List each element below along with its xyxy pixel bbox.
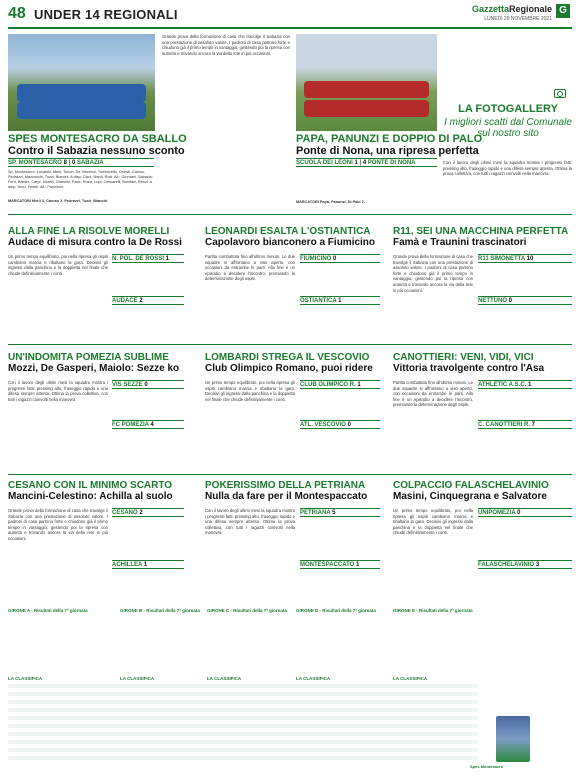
player-caption: Spes Montesacro — [470, 764, 504, 769]
standings-title-b: LA CLASSIFICA — [120, 676, 155, 681]
article-3-kicker: ALLA FINE LA RISOLVE MORELLI — [8, 226, 170, 237]
article-11-text: Un primo tempo equilibrato, poi nella ripresa gli ospiti cambiano marcia e ribaltano la gara. Decisivi gli ingressi dalla panchina e la doppietta nel finale che chiude definitivamente i conti. — [393, 508, 473, 536]
article-11-title: Masini, Cinquegrana e Salvatore — [393, 491, 547, 502]
article-11-score-home: UNIPOMEZIA 0 — [478, 508, 572, 517]
article-1-kicker: SPES MONTESACRO DA SBALLO — [8, 134, 187, 145]
article-1-lineups: Sp. Montesacro: Lucarelli, Merli, Tonon, De Vincenzi, Tumbarello, Onesti, Caruso, Pedrazzi, Mazzocchi, Tuzzi, Bianchi. A disp: Ciani, Nardi, Rosi. All.: Giordani. Sabazia: Ferri, Baldini, Carpi, Morelli, Giannini, Pace, Rossi, Lupi, Ceccarelli, Bonifazi, Renzi. A disp: Tocci, Fedeli. All.: Panzironi. — [8, 170, 153, 189]
section-title: UNDER 14 REGIONALI — [34, 7, 178, 22]
divider — [8, 344, 572, 345]
team-photo-3 — [296, 34, 437, 131]
standings-title-a: LA CLASSIFICA — [8, 676, 43, 681]
brand-g-icon: G — [556, 4, 570, 18]
article-3-score-home: N. POL. DE ROSSI 1 — [112, 254, 184, 263]
article-6-text: Con il lavoro degli ultimi mesi la squadra mostra i progressi fatti: pressing alto, fraseggio rapido e una difesa sempre attenta. Ottima la prova collettiva, con tutti i ragazzi coinvolti nella manovra. — [8, 380, 108, 402]
group-e-title: GIRONE E - Risultati della 7ª giornata — [393, 608, 473, 613]
article-9-score-home: CESANO 2 — [112, 508, 184, 517]
group-a-title: GIRONE A - Risultati della 7ª giornata — [8, 608, 88, 613]
article-2-kicker: PAPA, PANUNZI E DOPPIO DI PALO — [296, 134, 483, 145]
page-header — [0, 0, 580, 30]
divider — [8, 474, 572, 475]
article-10-title: Nulla da fare per il Montespaccato — [205, 491, 368, 502]
team-photo-1 — [8, 34, 155, 131]
article-9-text: Grande prova della formazione di casa che travolge il Sabazia con una prestazione di assoluto valore. I padroni di casa partono forte e chiudono già il primo tempo in vantaggio, gestendo poi la ripresa con autorità e trovando ancora la via della rete in più occasioni. — [8, 508, 108, 541]
article-4-kicker: LEONARDI ESALTA L'OSTIANTICA — [205, 226, 371, 237]
fotogallery-title: LA FOTOGALLERY — [458, 103, 558, 115]
article-10-text: Con il lavoro degli ultimi mesi la squadra mostra i progressi fatti: pressing alto, fraseggio rapido e una difesa sempre attenta. Ottima la prova collettiva, con tutti i ragazzi coinvolti nella manovra. — [205, 508, 295, 536]
article-10-score-away: MONTESPACCATO 1 — [300, 560, 380, 569]
article-8-title: Vittoria travolgente contro l'Asa — [393, 363, 545, 374]
group-c-title: GIRONE C - Risultati della 7ª giornata — [207, 608, 287, 613]
article-5-kicker: R11, SEI UNA MACCHINA PERFETTA — [393, 226, 569, 237]
standings-title-e: LA CLASSIFICA — [393, 676, 428, 681]
article-7-title: Club Olimpico Romano, puoi ridere — [205, 363, 373, 374]
article-6-score-away: FC POMEZIA 4 — [112, 420, 184, 429]
article-2-text: Con il lavoro degli ultimi mesi la squadra mostra i progressi fatti: pressing alto, fraseggio rapido e una difesa sempre attenta. Ottima la prova collettiva, con tutti i ragazzi coinvolti nella manovra. — [443, 160, 572, 177]
issue-date: LUNEDÌ 29 NOVEMBRE 2021 — [484, 16, 552, 22]
standings-title-c: LA CLASSIFICA — [207, 676, 242, 681]
article-7-text: Un primo tempo equilibrato, poi nella ripresa gli ospiti cambiano marcia e ribaltano la gara. Decisivi gli ingressi dalla panchina e la doppietta nel finale che chiude definitivamente i conti. — [205, 380, 295, 402]
article-10-kicker: POKERISSIMO DELLA PETRIANA — [205, 480, 366, 491]
brand-logo: GazzettaRegionale — [471, 4, 552, 14]
article-7-score-home: CLUB OLIMPICO R. 1 — [300, 380, 380, 389]
article-11-score-away: FALASCHELAVINIO 3 — [478, 560, 572, 569]
article-2-score: SCUOLA DEI LEONI 1 | 4 PONTE DI NONA — [296, 158, 437, 167]
article-6-kicker: UN'INDOMITA POMEZIA SUBLIME — [8, 352, 169, 363]
article-7-score-away: ATL. VESCOVIO 0 — [300, 420, 380, 429]
standings-table — [8, 684, 478, 764]
article-8-text: Partita combattuta fino all'ultimo minuto. Le due squadre si affrontano a viso aperto, con occasioni da entrambe le parti. Alla fine è un episodio a decidere l'incontro, premiando la determinazione degli ospiti. — [393, 380, 473, 408]
article-1-text-col2: Grande prova della formazione di casa che travolge il Sabazia con una prestazione di assoluto valore. I padroni di casa partono forte e chiudono già il primo tempo in vantaggio, gestendo poi la ripresa con autorità e trovando ancora la via della rete in più occasioni. — [162, 34, 290, 56]
standings-title-d: LA CLASSIFICA — [296, 676, 331, 681]
article-8-score-away: C. CANOTTIERI R. 7 — [478, 420, 572, 429]
article-3-text: Un primo tempo equilibrato, poi nella ripresa gli ospiti cambiano marcia e ribaltano la gara. Decisivi gli ingressi dalla panchina e la doppietta nel finale che chiude definitivamente i conti. — [8, 254, 108, 276]
article-1-score: SP. MONTESACRO 8 | 0 SABAZIA — [8, 158, 154, 167]
article-9-title: Mancini-Celestino: Achilla al suolo — [8, 491, 173, 502]
article-7-kicker: LOMBARDI STREGA IL VESCOVIO — [205, 352, 370, 363]
article-3-title: Audace di misura contro la De Rossi — [8, 237, 182, 248]
article-9-score-away: ACHILLEA 1 — [112, 560, 184, 569]
article-5-title: Famà e Traunini trascinatori — [393, 237, 527, 248]
article-4-title: Capolavoro bianconero a Fiumicino — [205, 237, 376, 248]
article-3-score-away: AUDACE 2 — [112, 296, 184, 305]
article-11-kicker: COLPACCIO FALASCHELAVINIO — [393, 480, 549, 491]
article-2-title: Ponte di Nona, una ripresa perfetta — [296, 146, 479, 157]
article-5-score-home: R11 SIMONETTA 10 — [478, 254, 572, 263]
article-4-score-home: FIUMICINO 0 — [300, 254, 380, 263]
article-6-score-home: VIS SEZZE 0 — [112, 380, 184, 389]
article-9-kicker: CESANO CON IL MINIMO SCARTO — [8, 480, 173, 491]
article-6-title: Mozzi, De Gasperi, Maiolo: Sezze ko — [8, 363, 180, 374]
group-b-title: GIRONE B - Risultati della 7ª giornata — [120, 608, 200, 613]
group-d-title: GIRONE D - Risultati della 7ª giornata — [296, 608, 376, 613]
article-10-score-home: PETRIANA 5 — [300, 508, 380, 517]
fotogallery-tagline: I migliori scatti dal Comunale sul nostro sito — [444, 117, 572, 139]
article-4-score-away: OSTIANTICA 1 — [300, 296, 380, 305]
article-1-notes: MARCATORI Merli 3, Caruso 2, Pedrazzi, Tuzzi, Bianchi. — [8, 199, 109, 203]
article-8-kicker: CANOTTIERI: VENI, VIDI, VICI — [393, 352, 534, 363]
article-4-text: Partita combattuta fino all'ultimo minuto. Le due squadre si affrontano a viso aperto, con occasioni da entrambe le parti. Alla fine è un episodio a decidere l'incontro, premiando la determinazione degli ospiti. — [205, 254, 295, 282]
header-rule — [8, 27, 572, 29]
article-2-notes: MARCATORI Papa, Panunzi, Di Palo 2. — [296, 200, 365, 204]
article-5-score-away: NETTUNO 0 — [478, 296, 572, 305]
article-5-text: Grande prova della formazione di casa che travolge il Sabazia con una prestazione di assoluto valore. I padroni di casa partono forte e chiudono già il primo tempo in vantaggio, gestendo poi la ripresa con autorità e trovando ancora la via della rete in più occasioni. — [393, 254, 473, 293]
divider — [8, 214, 572, 215]
player-photo — [496, 716, 530, 762]
article-1-title: Contro il Sabazia nessuno sconto — [8, 146, 185, 157]
page-number: 48 — [8, 5, 26, 22]
article-8-score-home: ATHLETIC A.S.C. 1 — [478, 380, 572, 389]
camera-icon — [554, 89, 566, 98]
